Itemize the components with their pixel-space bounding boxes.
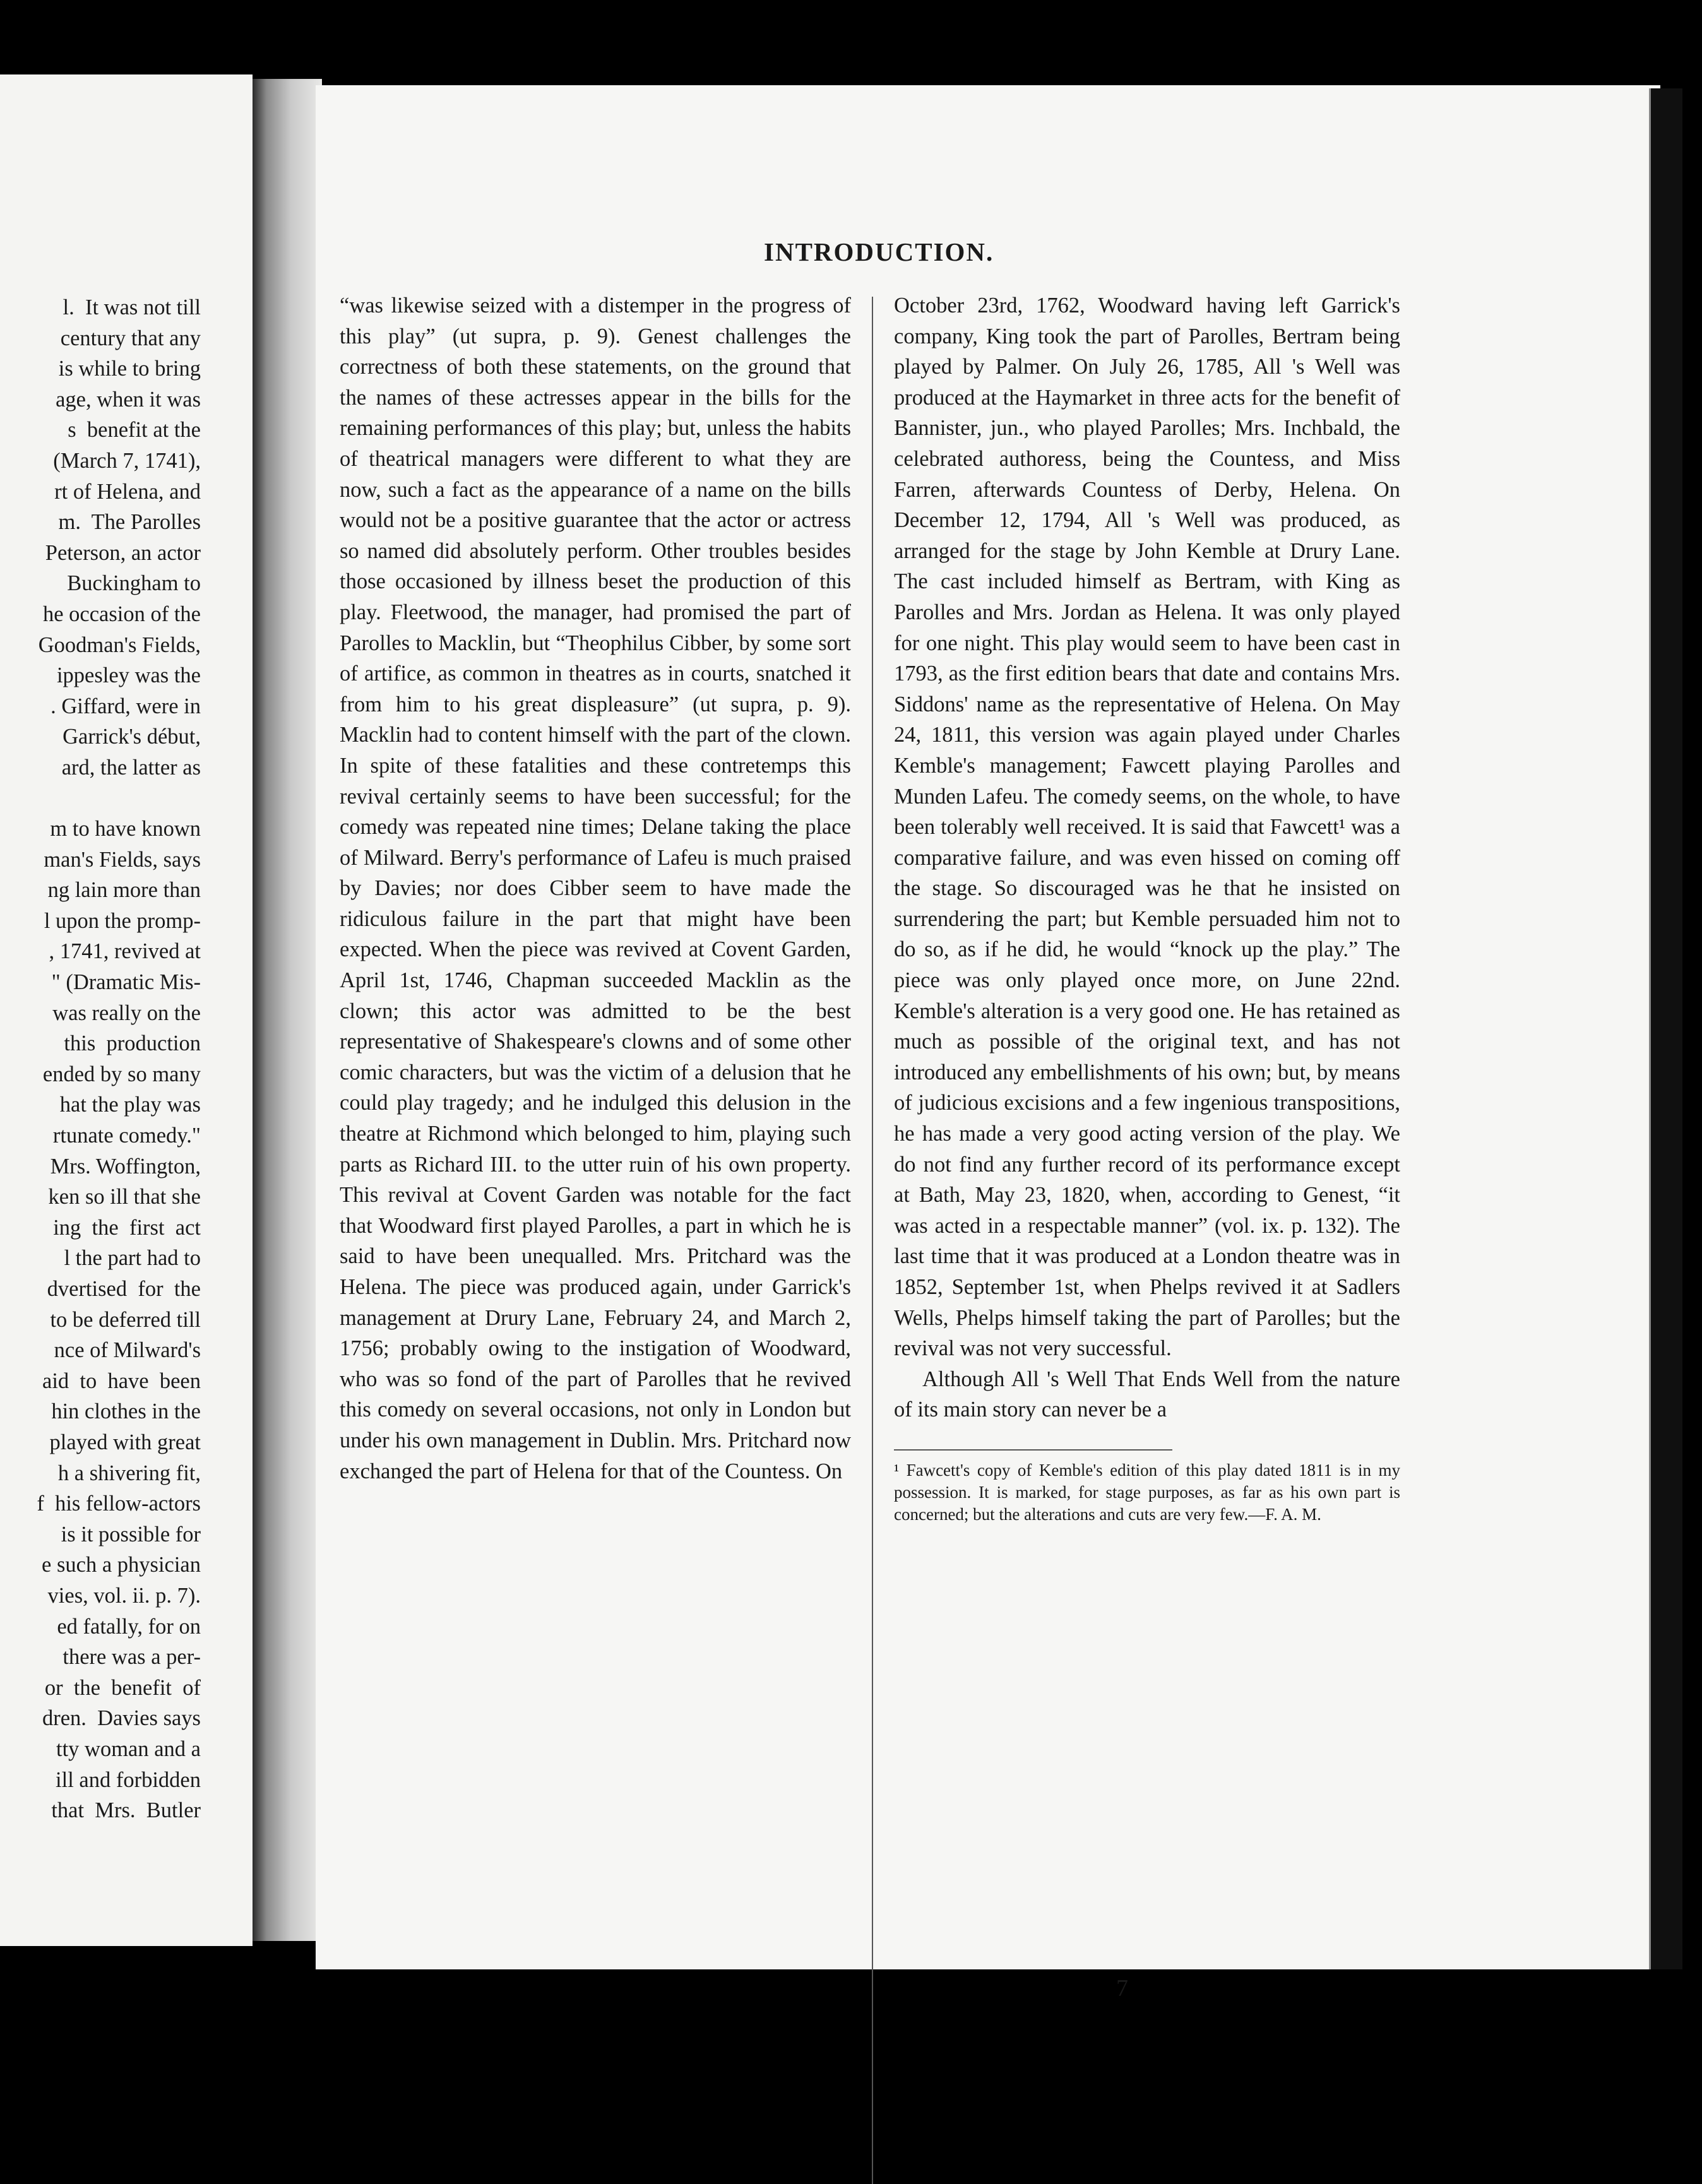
left-page-line: ended by so many [42,1062,201,1086]
left-page-line: , 1741, revived at [49,939,201,964]
left-page-line: played with great [49,1430,201,1454]
column-divider [872,297,873,2184]
left-page-line: s benefit at the [68,418,201,442]
left-page-line: hin clothes in the [51,1399,201,1424]
left-page-line: " (Dramatic Mis- [51,970,201,995]
left-page-line: rtunate comedy." [52,1124,201,1148]
left-page-line: Peterson, an actor [45,540,201,565]
book-gutter [253,79,322,1941]
right-column-paragraph: Although All 's Well That Ends Well from the nature of its main story can never be a [894,1367,1400,1422]
left-page-fragment [0,74,253,1946]
left-page-line: Garrick's début, [62,725,201,749]
running-head: INTRODUCTION. [764,237,994,266]
left-page-line: Buckingham to [67,571,201,596]
left-page-line: this production [64,1031,201,1056]
left-page-line: h a shivering fit, [57,1461,201,1485]
left-page-line: ng lain more than [47,878,201,903]
left-page-line: ill and forbidden [56,1767,201,1792]
left-page-line: Goodman's Fields, [38,632,201,657]
left-page-line: ken so ill that she [48,1185,201,1209]
left-page-line: l upon the promp- [44,908,201,933]
left-page-line [0,783,201,814]
left-page-line: tty woman and a [56,1736,201,1761]
left-page-line: rt of Helena, and [54,479,201,504]
footnote-rule [894,1449,1172,1451]
left-page-line: l the part had to [64,1246,201,1271]
left-page-line: l. It was not till [62,295,201,319]
left-page-line: (March 7, 1741), [53,448,201,473]
middle-column [340,290,851,1487]
left-page-line: century that any [60,326,201,350]
left-page-line: Mrs. Woffington, [50,1154,201,1178]
left-page-line: hat the play was [59,1093,201,1117]
left-page-line: that Mrs. Butler [51,1798,201,1823]
left-page-line: dren. Davies says [42,1706,201,1731]
left-page-line: aid to have been [42,1368,201,1393]
left-page-line: . Giffard, were in [51,694,201,718]
page-number: 7 [1116,1975,1128,2002]
left-page-line: vies, vol. ii. p. 7). [47,1583,201,1608]
left-page-line: e such a physician [42,1553,201,1577]
left-page-line: ippesley was the [56,663,201,688]
left-page-line: man's Fields, says [44,847,201,872]
right-column [894,290,1400,1526]
left-page-line: dvertised for the [47,1277,201,1301]
left-page-line: there was a per- [62,1645,201,1670]
left-page-line: nce of Milward's [54,1338,201,1363]
left-page-line: or the benefit of [44,1675,201,1700]
page-edge [1649,88,1682,1969]
left-page-line: to be deferred till [50,1307,201,1332]
left-page-text [0,292,201,1826]
left-page-line: ard, the latter as [61,755,201,780]
left-page-line: was really on the [52,1000,201,1025]
left-page-line: is it possible for [61,1522,201,1546]
left-page-line: m to have known [50,817,201,841]
left-page-line: age, when it was [56,387,201,412]
footnote: ¹ Fawcett's copy of Kemble's edition of this play dated 1811 is in my possession. It is marked, for stage purposes, as far as his own part is concerned; but the alterations and cuts are very few.—F. A. M. [894,1460,1400,1524]
left-page-line: m. The Parolles [58,510,201,535]
right-column-paragraph: October 23rd, 1762, Woodward having left Garrick's company, King took the part of Parolles, Bertram being played by Palmer. On July 26, 1785, All 's Well was produced at the Haymarket in three acts for the benefit of Bannister, jun., who played Parolles; Mrs. Inchbald, the celebrated authoress, being the Countess, and Miss Farren, afterwards Countess of Derby, Helena. On December 12, 1794, All 's Well was produced, as arranged for the stage by John Kemble at Drury Lane. The cast included himself as Bertram, with King as Parolles and Mrs. Jordan as Helena. It was only played for one night. This play would seem to have been cast in 1793, as the first edition bears that date and contains Mrs. Siddons' name as the representative of Helena. On May 24, 1811, this version was again played under Charles Kemble's management; Fawcett playing Parolles and Munden Lafeu. The comedy seems, on the whole, to have been tolerably well received. It is said that Fawcett¹ was a comparative failure, and was even hissed on coming off the stage. So discouraged was he that he insisted on surrendering the part; but Kemble persuaded him not to do so, as if he did, he would “knock up the play.” The piece was only played once more, on June 22nd. Kemble's alteration is a very good one. He has retained as much as possible of the original text, and has not introduced any embellishments of his own; but, by means of judicious excisions and a few ingenious transpositions, he has made a very good acting version of the play. We do not find any further record of its performance except at Bath, May 23, 1820, when, according to Genest, “it was acted in a respectable manner” (vol. ix. p. 132). The last time that it was produced at a London theatre was in 1852, September 1st, when Phelps revived it at Sadlers Wells, Phelps himself taking the part of Parolles; but the revival was not very successful. [894,294,1400,1361]
middle-column-text: “was likewise seized with a distemper in the progress of this play” (ut supra, p. 9). Genest challenges the correctness of both these statements, on the ground that the names of these actresses appear in the bills for the remaining performances of this play; but, unless the habits of theatrical managers were different to what they are now, such a fact as the appearance of a name on the bills would not be a positive guarantee that the actor or actress so named did absolutely perform. Other troubles besides those occasioned by illness beset the production of this play. Fleetwood, the manager, had promised the part of Parolles to Macklin, but “Theophilus Cibber, by some sort of artifice, as common in theatres as in courts, snatched it from him to his great displeasure” (ut supra, p. 9). Macklin had to content himself with the part of the clown. In spite of these fatalities and these contretemps this revival certainly seems to have been successful; for the comedy was repeated nine times; Delane taking the place of Milward. Berry's performance of Lafeu is much praised by Davies; nor does Cibber seem to have made the ridiculous failure in the part that might have been expected. When the piece was revived at Covent Garden, April 1st, 1746, Chapman succeeded Macklin as the clown; this actor was admitted to be the best representative of Shakespeare's clowns and of some other comic characters, but was the victim of a delusion that he could play tragedy; and he indulged this delusion in the theatre at Richmond which belonged to him, playing such parts as Richard III. to the utter ruin of his own property. This revival at Covent Garden was notable for the fact that Woodward first played Parolles, a part in which he is said to have been unequalled. Mrs. Pritchard was the Helena. The piece was produced again, under Garrick's management at Drury Lane, February 24, and March 2, 1756; probably owing to the instigation of Woodward, who was so fond of the part of Parolles that he revived this comedy on several occasions, not only in London but under his own management in Dublin. Mrs. Pritchard now exchanged the part of Helena for that of the Countess. On [340,294,851,1483]
left-page-line: ing the first act [53,1215,201,1240]
left-page-line: f his fellow-actors [37,1492,201,1516]
left-page-line: ed fatally, for on [57,1614,201,1639]
left-page-line: is while to bring [58,357,201,381]
left-page-line: he occasion of the [42,602,201,626]
